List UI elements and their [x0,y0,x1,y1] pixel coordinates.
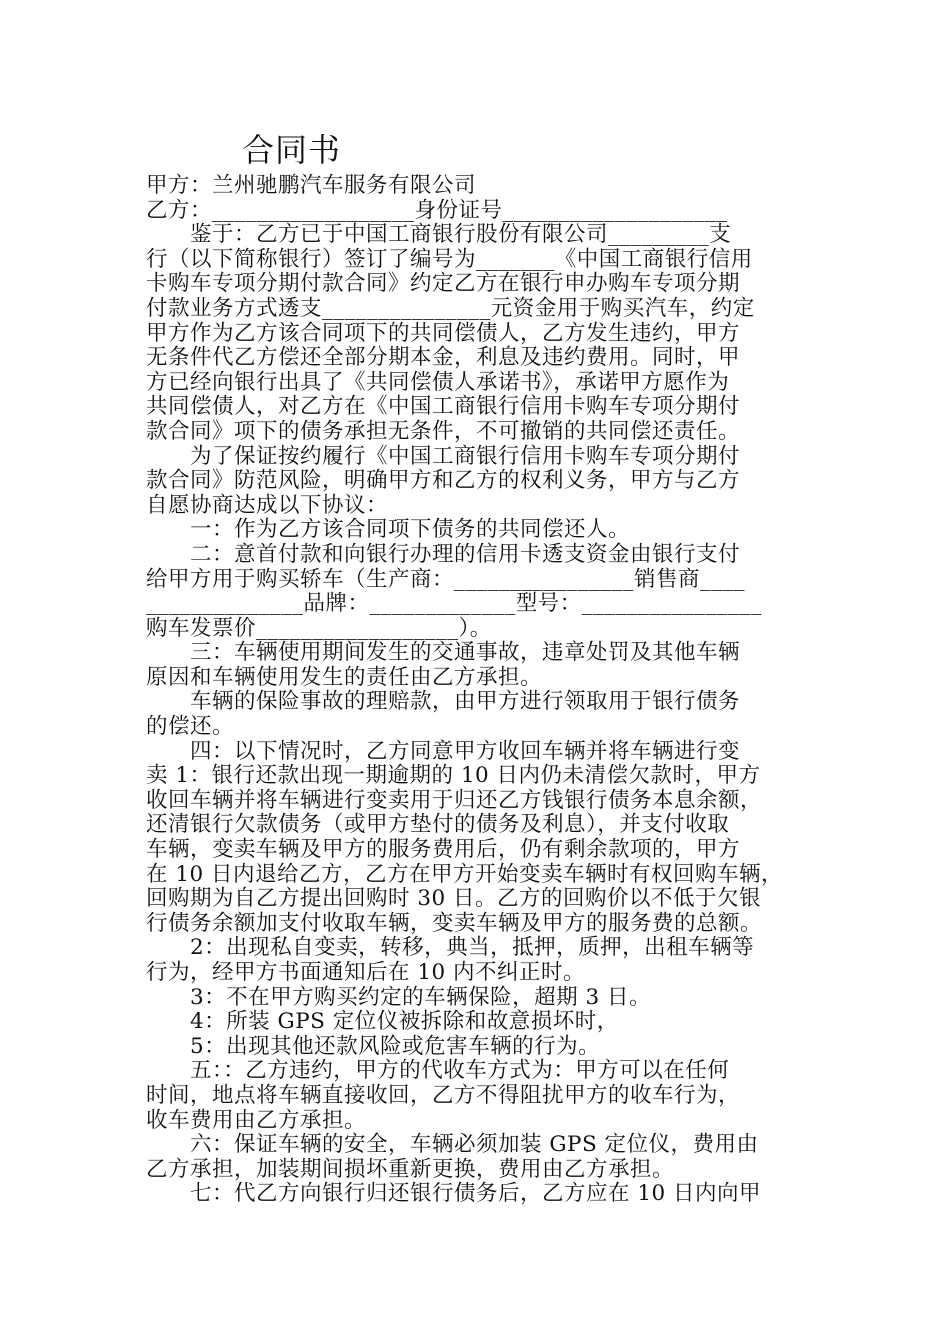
text-line: 付款业务方式透支_______________元资金用于购买汽车，约定 [146,295,755,321]
text-line: 鉴于：乙方已于中国工商银行股份有限公司_________支 [190,222,732,248]
text-line: 方已经向银行出具了《共同偿债人承诺书》，承诺甲方愿作为 [146,369,730,395]
text-line: 为了保证按约履行《中国工商银行信用卡购车专项分期付 [190,443,741,469]
text-line: 车辆，变卖车辆及甲方的服务费用后，仍有剩余款项的，甲方 [146,837,741,863]
document-title: 合同书 [242,131,342,169]
text-line: 乙方承担，加装期间损坏重新更换，费用由乙方承担。 [146,1156,675,1182]
text-line: 的偿还。 [146,714,235,740]
text-line: 卖 1：银行还款出现一期逾期的 10 日内仍未清偿欠款时，甲方 [146,763,761,789]
text-line: 乙方：__________________身份证号____________________ [146,197,728,223]
text-line: 5：出现其他还款风险或危害车辆的行为。 [190,1033,601,1059]
text-line: 共同偿债人，对乙方在《中国工商银行信用卡购车专项分期付 [146,394,741,420]
text-line: 原因和车辆使用发生的责任由乙方承担。 [146,664,543,690]
text-line: 三：车辆使用期间发生的交通事故，违章处罚及其他车辆 [190,640,741,666]
text-line: 七：代乙方向银行归还银行债务后，乙方应在 10 日内向甲 [190,1181,762,1207]
text-line: 3：不在甲方购买约定的车辆保险，超期 3 日。 [190,984,652,1010]
text-line: 购车发票价__________________）。 [146,615,492,641]
document-page [146,128,808,1207]
text-line: 2：出现私自变卖，转移，典当，抵押，质押，出租车辆等 [190,935,755,961]
text-line: 款合同》防范风险，明确甲方和乙方的权利义务，甲方与乙方 [146,468,741,494]
text-line: 五：：乙方违约，甲方的代收车方式为：甲方可以在任何 [190,1058,730,1084]
text-line: 还清银行欠款债务（或甲方垫付的债务及利息），并支付收取 [146,812,730,838]
text-line: 一：作为乙方该合同项下债务的共同偿还人。 [190,517,631,543]
text-line: 行（以下简称银行）签订了编号为_______《中国工商银行信用 [146,246,753,272]
text-line: 车辆的保险事故的理赔款，由甲方进行领取用于银行债务 [190,689,741,715]
text-line: 款合同》项下的债务承担无条件，不可撤销的共同偿还责任。 [146,418,741,444]
text-line: 二：意首付款和向银行办理的信用卡透支资金由银行支付 [190,541,741,567]
text-line: 自愿协商达成以下协议： [146,492,389,518]
text-line: 四：以下情况时，乙方同意甲方收回车辆并将车辆进行变 [190,738,741,764]
text-line: 给甲方用于购买轿车（生产商：________________销售商____ [146,566,746,592]
text-line: 甲方：兰州驰鹏汽车服务有限公司 [146,173,477,198]
text-line: 回购期为自乙方提出回购时 30 日。乙方的回购价以不低于欠银 [146,886,762,912]
text-line: 收车费用由乙方承担。 [146,1107,367,1133]
text-line: 在 10 日内退给乙方，乙方在甲方开始变卖车辆时有权回购车辆， [146,861,784,887]
text-line: 行债务余额加支付收取车辆，变卖车辆及甲方的服务费的总额。 [146,910,763,936]
text-line: 行为，经甲方书面通知后在 10 内不纠正时。 [146,960,586,985]
text-line: 时间，地点将车辆直接收回，乙方不得阻扰甲方的收车行为， [146,1082,741,1108]
document-body [146,174,808,1207]
text-line: ______________品牌：_____________型号：________________ [146,591,762,617]
text-line: 无条件代乙方偿还全部分期本金，利息及违约费用。同时，甲 [146,345,741,371]
text-line: 卡购车专项分期付款合同》约定乙方在银行申办购车专项分期 [146,271,741,297]
text-line: 4：所装 GPS 定位仪被拆除和故意损坏时， [190,1009,619,1035]
text-line: 收回车辆并将车辆进行变卖用于归还乙方钱银行债务本息余额， [146,787,763,813]
text-line: 六：保证车辆的安全，车辆必须加装 GPS 定位仪，费用由 [190,1132,759,1158]
text-line: 甲方作为乙方该合同项下的共同偿债人，乙方发生违约，甲方 [146,320,741,346]
